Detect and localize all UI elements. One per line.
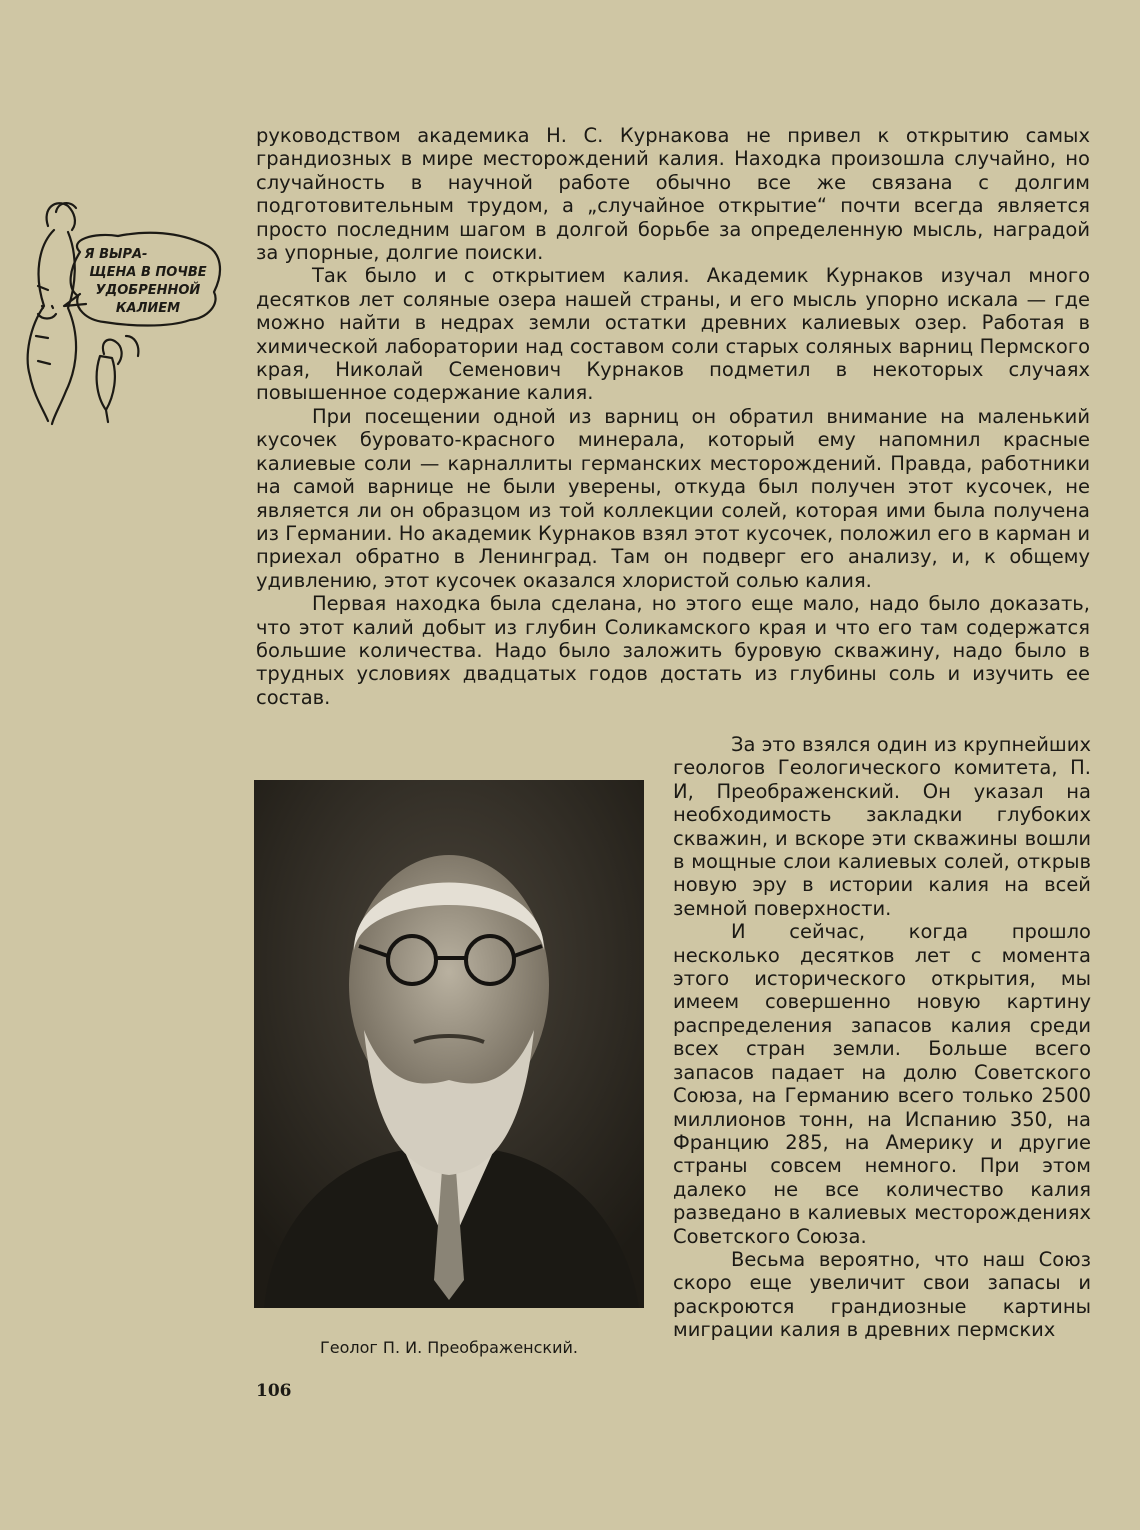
vegetable-body-left [28,230,76,424]
paragraph: Так было и с открытием калия. Академик Курнаков изучал много десятков лет соляные озера нашей страны, и его мысль упорно искала — где можно найти в недрах земли остатки древних калиевых озер. Работая в химической лаборатории над составом соли старых соляных варниц Пермского края, Николай Семенович Курнаков подметил в некоторых случаях повышенное содержание калия. [256,264,1090,405]
speech-line-4: КАЛИЕМ [115,301,181,316]
paragraph: Первая находка была сделана, но этого еще мало, надо было доказать, что этот калий добыт из глубин Соликамского края и что его там содержатся большие количества. Надо было заложить буровую скважину, надо было в трудных условиях двадцатых годов достать из глубины соль и изучить ее состав. [256,592,1090,709]
speech-line-2: ЩЕНА В ПОЧВЕ [89,265,207,280]
article-text-right [673,733,1091,1342]
vegetable-body-right [97,356,115,422]
cartoon-illustration [8,196,224,446]
speech-line-1: Я ВЫРА- [84,247,148,262]
photo-caption: Геолог П. И. Преображенский. [320,1338,578,1357]
paragraph: руководством академика Н. С. Курнакова не привел к открытию самых грандиозных в мире месторождений калия. Находка произошла случайно, но случайность в научной работе обычно все же связана с долгим подготовительным трудом, а „случайное открытие“ почти всегда является просто последним шагом в долгой борьбе за определенную мысль, наградой за упорные, долгие поиски. [256,124,1090,265]
vegetable-stripes [36,286,50,364]
speech-line-3: УДОБРЕННОЙ [95,283,201,298]
paragraph: Весьма вероятно, что наш Союз скоро еще увеличит свои запасы и раскроются грандиозные картины миграции калия в древних пермских [673,1247,1091,1342]
paragraph: И сейчас, когда прошло несколько десятков лет с момента этого исторического открытия, мы имеем совершенно новую картину распределения запасов калия среди всех стран земли. Больше всего запасов падает на долю Советского Союза, на Германию всего только 2500 миллионов тонн, на Испанию 350, на Францию 285, на Америку и другие страны совсем немного. При этом далеко не все количество калия разведано в калиевых месторождениях Советского Союза. [673,920,1091,1248]
article-text-top [256,124,1090,709]
sprout-leaves-left [47,203,76,230]
sprout-leaves-right [103,336,138,364]
paragraph: За это взялся один из крупнейших геологов Геологического комитета, П. И, Преображенский. Он указал на необходимость закладки глубоких скважин, и вскоре эти скважины вошли в мощные слои калиевых солей, открыв новую эру в истории калия на всей земной поверхности. [673,733,1091,920]
portrait-image [254,780,644,1308]
paragraph: При посещении одной из варниц он обратил внимание на маленький кусочек буровато-красного минерала, который ему напомнил красные калиевые соли — карналлиты германских месторождений. Правда, работники на самой варнице не были уверены, откуда был получен этот кусочек, не является ли он образцом из той коллекции солей, которая ими была получена из Германии. Но академик Курнаков взял этот кусочек, положил его в карман и приехал обратно в Ленинград. Там он подверг его анализу, и, к общему удивлению, этот кусочек оказался хлористой солью калия. [256,404,1090,592]
page-number: 106 [256,1381,292,1401]
speech-tail [64,294,86,306]
portrait-photo [254,780,644,1308]
